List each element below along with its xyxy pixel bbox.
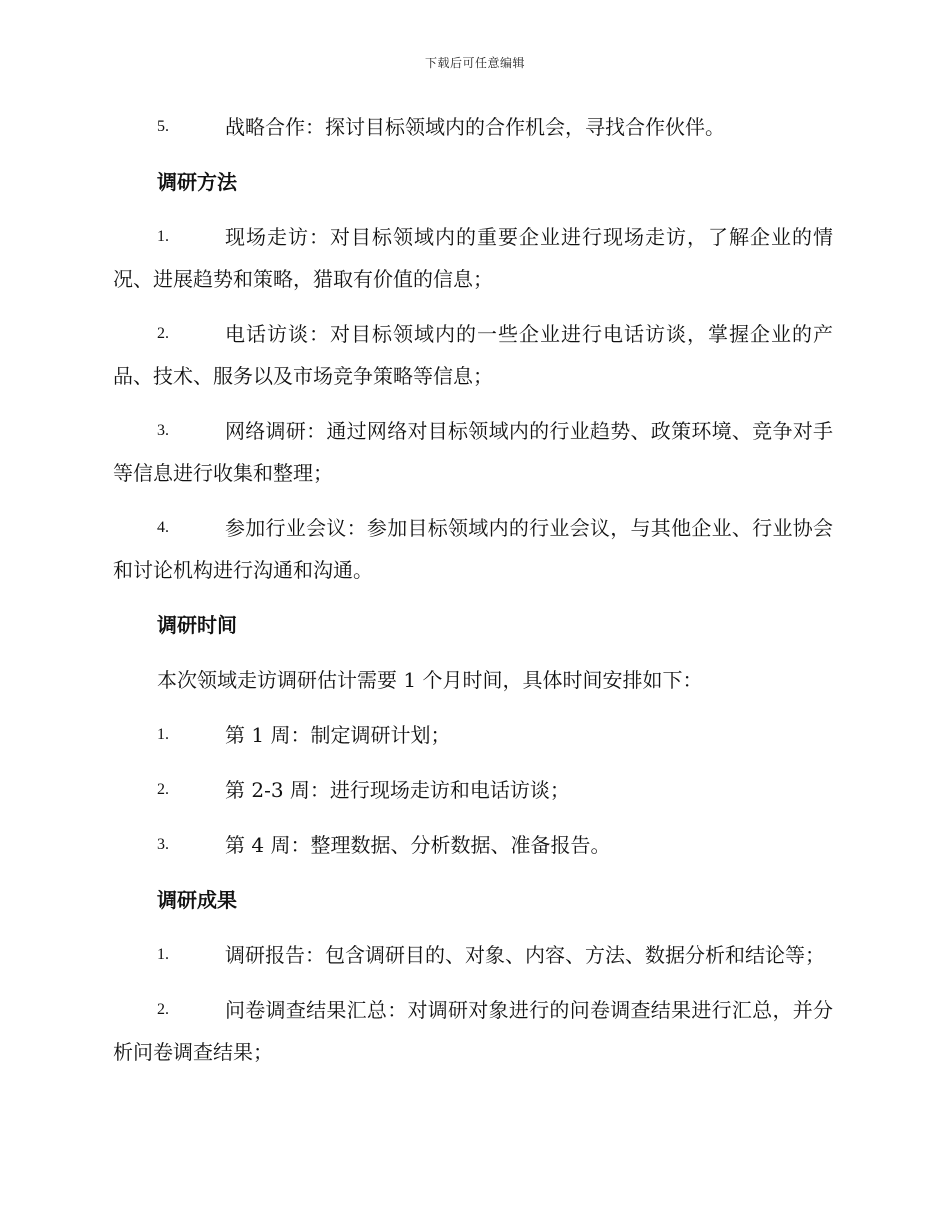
document-body [113,106,833,1086]
list-number: 5. [157,118,169,135]
list-item [113,989,833,1073]
list-item [113,313,833,397]
list-text: 第 4 周：整理数据、分析数据、准备报告。 [225,833,611,857]
list-item [113,714,833,756]
section-heading-schedule: 调研时间 [157,613,237,637]
schedule-intro: 本次领域走访调研估计需要 1 个月时间，具体时间安排如下： [157,668,703,692]
list-text: 战略合作：探讨目标领域内的合作机会，寻找合作伙伴。 [225,115,725,139]
list-number: 4. [157,519,169,536]
list-item [113,769,833,811]
list-item [113,106,833,148]
list-number: 2. [157,325,169,342]
list-number: 1. [157,228,169,245]
list-text: 电话访谈：对目标领域内的一些企业进行电话访谈，掌握企业的产品、技术、服务以及市场竞争策略等信息； [113,322,833,388]
list-text: 参加行业会议：参加目标领域内的行业会议，与其他企业、行业协会和讨论机构进行沟通和沟通。 [113,516,833,582]
section-heading-methods: 调研方法 [157,170,237,194]
list-item [113,507,833,591]
list-text: 第 1 周：制定调研计划； [225,723,451,747]
list-item [113,934,833,976]
list-item [113,824,833,866]
list-number: 3. [157,836,169,853]
header-note: 下载后可任意编辑 [424,56,525,70]
list-item [113,410,833,494]
list-number: 2. [157,1001,169,1018]
section-heading-results: 调研成果 [157,888,237,912]
list-number: 1. [157,726,169,743]
list-item [113,216,833,300]
list-number: 3. [157,422,169,439]
list-text: 问卷调查结果汇总：对调研对象进行的问卷调查结果进行汇总，并分析问卷调查结果； [113,998,833,1064]
list-text: 第 2-3 周：进行现场走访和电话访谈； [225,778,570,802]
list-number: 1. [157,946,169,963]
list-text: 现场走访：对目标领域内的重要企业进行现场走访，了解企业的情况、进展趋势和策略，猎取有价值的信息； [113,225,833,291]
list-text: 网络调研：通过网络对目标领域内的行业趋势、政策环境、竞争对手等信息进行收集和整理； [113,419,833,485]
list-number: 2. [157,781,169,798]
list-text: 调研报告：包含调研目的、对象、内容、方法、数据分析和结论等； [225,943,825,967]
